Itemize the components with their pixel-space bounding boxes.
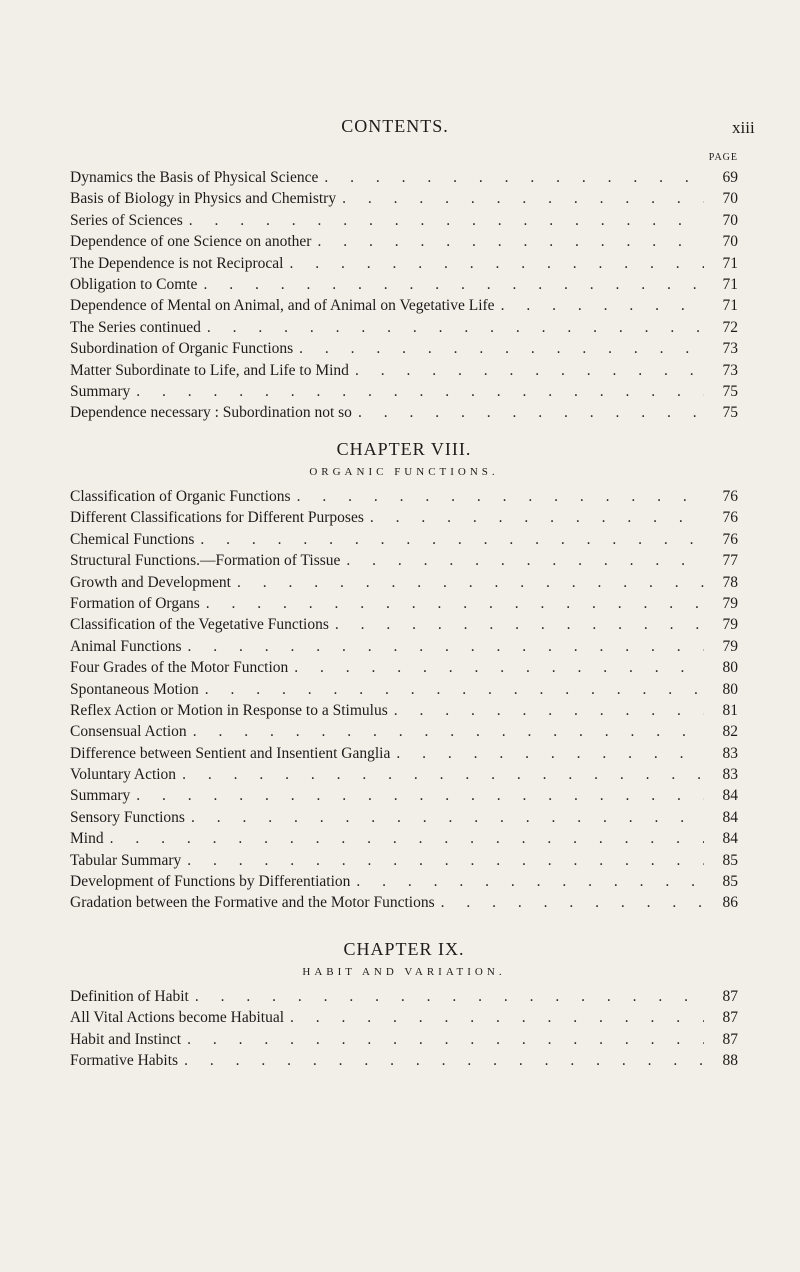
toc-entry — [70, 657, 738, 678]
dot-leader — [394, 700, 704, 721]
dot-leader — [396, 743, 704, 764]
dot-leader — [289, 253, 704, 274]
toc-entry-title: Chemical Functions — [70, 530, 195, 548]
toc-entry-title: Summary — [70, 787, 131, 805]
toc-entry-page: 77 — [722, 552, 738, 570]
dot-leader — [441, 892, 704, 913]
toc-entry — [70, 274, 738, 295]
toc-entry-title: Consensual Action — [70, 723, 187, 741]
toc-entry-title: Gradation between the Formative and the Motor Functions — [70, 894, 435, 912]
toc-entry-page: 76 — [722, 509, 738, 527]
toc-entry-page: 72 — [722, 318, 738, 336]
toc-entry-title: Tabular Summary — [70, 851, 182, 869]
toc-entry — [70, 1029, 738, 1050]
toc-entry-title: Voluntary Action — [70, 766, 177, 784]
dot-leader — [136, 381, 704, 402]
toc-entry-title: Reflex Action or Motion in Response to a Stimulus — [70, 701, 388, 719]
dot-leader — [206, 593, 704, 614]
toc-section-continued — [70, 152, 738, 424]
toc-entry — [70, 507, 738, 528]
toc-entry-title: Series of Sciences — [70, 211, 183, 229]
toc-entry-page: 71 — [722, 297, 738, 315]
dot-leader — [195, 986, 704, 1007]
toc-entry-title: Classification of the Vegetative Functions — [70, 616, 329, 634]
dot-leader — [110, 828, 704, 849]
toc-entry-page: 76 — [722, 530, 738, 548]
toc-entry — [70, 338, 738, 359]
toc-entry — [70, 188, 738, 209]
toc-entry-page: 71 — [722, 254, 738, 272]
toc-entry-title: Growth and Development — [70, 573, 231, 591]
dot-leader — [335, 614, 704, 635]
toc-entry-title: The Dependence is not Reciprocal — [70, 254, 284, 272]
toc-entry-page: 76 — [722, 488, 738, 505]
dot-leader — [187, 850, 704, 871]
toc-entry-title: Formation of Organs — [70, 594, 200, 612]
dot-leader — [205, 679, 704, 700]
toc-entry-title: Mind — [70, 830, 104, 848]
toc-entry-title: Habit and Instinct — [70, 1030, 182, 1048]
toc-entry — [70, 700, 738, 721]
running-title: CONTENTS. — [341, 116, 449, 136]
dot-leader — [191, 807, 704, 828]
toc-entry-title: Difference between Sentient and Insentient Ganglia — [70, 744, 391, 762]
toc-entry-page: 79 — [722, 616, 738, 634]
dot-leader — [189, 210, 704, 231]
toc-entry-title: Sensory Functions — [70, 808, 185, 826]
toc-entry-page: 79 — [722, 637, 738, 655]
page-column-label: PAGE — [708, 152, 738, 163]
toc-entry-page: 83 — [722, 766, 738, 784]
toc-entry-page: 81 — [722, 701, 738, 719]
toc-entry-title: Definition of Habit — [70, 988, 189, 1005]
toc-entry-page: 85 — [722, 851, 738, 869]
toc-entry-title: Summary — [70, 382, 131, 400]
toc-entry-title: Dependence necessary : Subordination not so — [70, 404, 352, 422]
dot-leader — [184, 1050, 704, 1071]
toc-entry-title: Animal Functions — [70, 637, 182, 655]
toc-entry — [70, 828, 738, 849]
toc-entry-page: 87 — [722, 1030, 738, 1048]
toc-entry-title: Dependence of one Science on another — [70, 233, 312, 251]
dot-leader — [237, 572, 704, 593]
toc-entry — [70, 892, 738, 913]
toc-list — [70, 167, 738, 424]
chapter-title: CHAPTER VIII. — [336, 439, 472, 459]
toc-entry — [70, 764, 738, 785]
toc-entry — [70, 253, 738, 274]
page-number: xiii — [732, 118, 755, 137]
toc-entry — [70, 593, 738, 614]
toc-entry — [70, 1050, 738, 1071]
toc-entry — [70, 360, 738, 381]
toc-entry — [70, 807, 738, 828]
toc-entry — [70, 529, 738, 550]
toc-entry — [70, 295, 738, 316]
dot-leader — [297, 486, 704, 507]
toc-entry-page: 75 — [722, 382, 738, 400]
toc-entry — [70, 550, 738, 571]
dot-leader — [370, 507, 704, 528]
toc-entry — [70, 721, 738, 742]
dot-leader — [356, 871, 704, 892]
dot-leader — [203, 274, 704, 295]
toc-entry-title: Dynamics the Basis of Physical Science — [70, 169, 319, 186]
toc-entry — [70, 317, 738, 338]
toc-entry-title: Four Grades of the Motor Function — [70, 659, 289, 677]
toc-entry-page: 73 — [722, 340, 738, 358]
toc-entry-page: 87 — [722, 1009, 738, 1027]
dot-leader — [200, 529, 704, 550]
dot-leader — [182, 764, 704, 785]
toc-entry — [70, 486, 738, 507]
dot-leader — [207, 317, 704, 338]
toc-entry-title: Different Classifications for Different Purposes — [70, 509, 364, 527]
toc-entry — [70, 167, 738, 188]
toc-entry-page: 88 — [722, 1052, 738, 1070]
dot-leader — [299, 338, 704, 359]
toc-entry-page: 80 — [722, 680, 738, 698]
toc-entry — [70, 986, 738, 1007]
chapter-title: CHAPTER IX. — [343, 939, 465, 959]
toc-entry-page: 69 — [722, 169, 738, 186]
toc-list — [70, 486, 738, 914]
toc-entry-page: 79 — [722, 594, 738, 612]
toc-entry — [70, 614, 738, 635]
toc-entry-page: 84 — [722, 808, 738, 826]
toc-list — [70, 986, 738, 1072]
toc-entry-page: 75 — [722, 404, 738, 422]
toc-entry-page: 78 — [722, 573, 738, 591]
dot-leader — [324, 167, 704, 188]
toc-entry — [70, 785, 738, 806]
chapter-subtitle: ORGANIC FUNCTIONS. — [309, 466, 499, 478]
toc-entry — [70, 381, 738, 402]
dot-leader — [187, 1029, 704, 1050]
toc-entry-page: 82 — [722, 723, 738, 741]
chapter-viii-section — [70, 436, 738, 914]
toc-entry-page: 70 — [722, 233, 738, 251]
toc-entry-title: Spontaneous Motion — [70, 680, 199, 698]
dot-leader — [358, 402, 704, 423]
toc-entry-page: 84 — [722, 830, 738, 848]
dot-leader — [193, 721, 704, 742]
toc-entry — [70, 1007, 738, 1028]
dot-leader — [355, 360, 704, 381]
toc-entry-page: 80 — [722, 659, 738, 677]
toc-entry — [70, 572, 738, 593]
toc-entry-page: 70 — [722, 190, 738, 208]
dot-leader — [317, 231, 704, 252]
dot-leader — [342, 188, 704, 209]
toc-entry — [70, 743, 738, 764]
toc-entry — [70, 210, 738, 231]
toc-entry-page: 84 — [722, 787, 738, 805]
dot-leader — [501, 295, 704, 316]
toc-entry-page: 83 — [722, 744, 738, 762]
toc-entry — [70, 679, 738, 700]
toc-entry-title: Obligation to Comte — [70, 275, 198, 293]
toc-entry — [70, 402, 738, 423]
chapter-subtitle: HABIT AND VARIATION. — [302, 966, 506, 978]
toc-entry — [70, 850, 738, 871]
toc-entry-page: 86 — [722, 894, 738, 912]
toc-entry-title: Subordination of Organic Functions — [70, 340, 294, 358]
toc-entry-title: Basis of Biology in Physics and Chemistry — [70, 190, 337, 208]
toc-entry-page: 87 — [722, 988, 738, 1005]
dot-leader — [188, 636, 704, 657]
toc-entry-title: Formative Habits — [70, 1052, 179, 1070]
chapter-ix-section — [70, 936, 738, 1072]
toc-entry-page: 70 — [722, 211, 738, 229]
toc-entry-page: 85 — [722, 873, 738, 891]
toc-entry-title: Matter Subordinate to Life, and Life to Mind — [70, 361, 349, 379]
dot-leader — [294, 657, 704, 678]
toc-entry-title: Classification of Organic Functions — [70, 488, 291, 505]
dot-leader — [136, 785, 704, 806]
toc-entry — [70, 636, 738, 657]
toc-entry-page: 73 — [722, 361, 738, 379]
toc-entry-title: Development of Functions by Differentiation — [70, 873, 351, 891]
toc-entry-title: Dependence of Mental on Animal, and of Animal on Vegetative Life — [70, 297, 495, 315]
toc-entry — [70, 871, 738, 892]
toc-entry-page: 71 — [722, 275, 738, 293]
toc-entry-title: All Vital Actions become Habitual — [70, 1009, 285, 1027]
toc-entry — [70, 231, 738, 252]
toc-entry-title: Structural Functions.—Formation of Tissue — [70, 552, 341, 570]
dot-leader — [346, 550, 704, 571]
dot-leader — [290, 1007, 704, 1028]
toc-entry-title: The Series continued — [70, 318, 201, 336]
